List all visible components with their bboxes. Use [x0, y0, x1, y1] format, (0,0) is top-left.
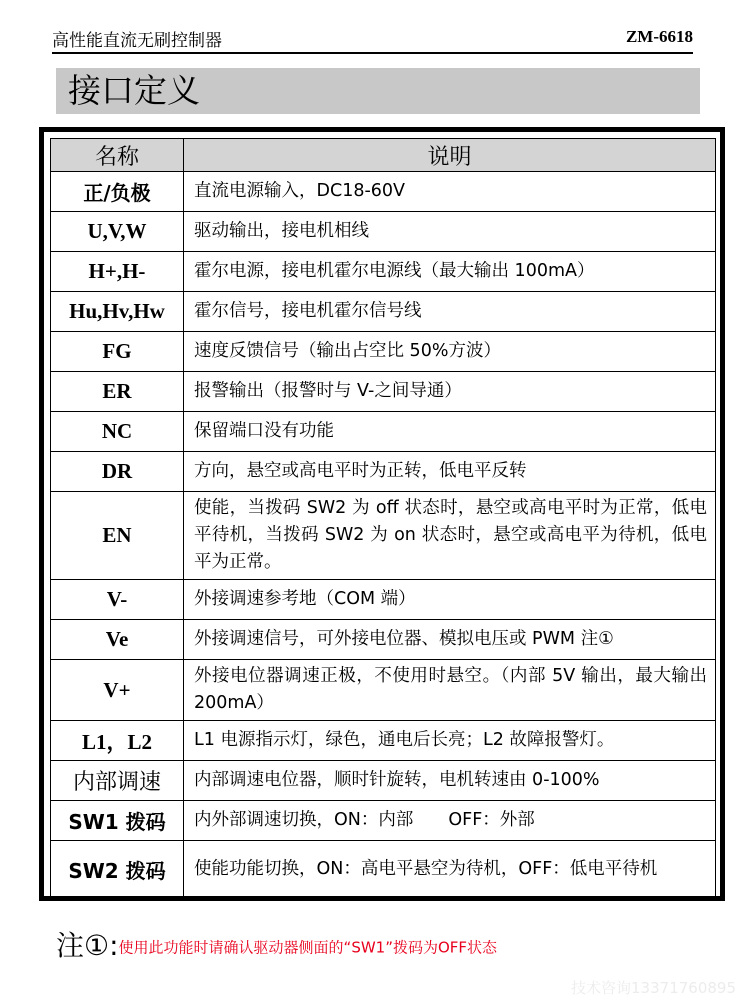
row-name: 内部调速	[51, 761, 184, 801]
interface-table-frame	[39, 127, 725, 901]
column-header-name: 名称	[51, 139, 184, 172]
table-row	[51, 372, 716, 412]
row-desc: L1 电源指示灯，绿色，通电后长亮；L2 故障报警灯。	[184, 721, 716, 761]
table-row	[51, 212, 716, 252]
row-name: SW1 拨码	[51, 801, 184, 841]
row-desc: 外接电位器调速正极，不使用时悬空。（内部 5V 输出，最大输出 200mA）	[184, 660, 716, 721]
column-header-desc: 说明	[184, 139, 716, 172]
footnote-label: 注①:	[56, 929, 119, 962]
table-row	[51, 292, 716, 332]
row-desc: 方向，悬空或高电平时为正转，低电平反转	[184, 452, 716, 492]
row-desc: 直流电源输入，DC18-60V	[184, 172, 716, 212]
row-name: V-	[51, 580, 184, 620]
row-name: L1，L2	[51, 721, 184, 761]
table-row	[51, 660, 716, 721]
table-row	[51, 332, 716, 372]
footnote-text: 使用此功能时请确认驱动器侧面的“SW1”拨码为OFF状态	[118, 938, 498, 957]
row-desc: 保留端口没有功能	[184, 412, 716, 452]
row-name: ER	[51, 372, 184, 412]
row-desc: 外接调速信号，可外接电位器、模拟电压或 PWM 注①	[184, 620, 716, 660]
row-name: Ve	[51, 620, 184, 660]
table-row	[51, 172, 716, 212]
row-name: Hu,Hv,Hw	[51, 292, 184, 332]
table-row	[51, 252, 716, 292]
row-desc: 霍尔电源，接电机霍尔电源线（最大输出 100mA）	[184, 252, 716, 292]
watermark: 技术咨询13371760895	[571, 979, 736, 997]
table-row	[51, 841, 716, 899]
row-name: U,V,W	[51, 212, 184, 252]
row-desc: 使能，当拨码 SW2 为 off 状态时，悬空或高电平时为正常，低电平待机，当拨码 SW2 为 on 状态时，悬空或高电平为待机，低电平为正常。	[184, 492, 716, 580]
table-row	[51, 801, 716, 841]
table-row	[51, 620, 716, 660]
table-header-row	[51, 139, 716, 172]
document-title: 高性能直流无刷控制器	[52, 31, 222, 51]
row-desc: 使能功能切换，ON：高电平悬空为待机，OFF：低电平待机	[184, 841, 716, 899]
header-divider	[52, 52, 693, 54]
table-row	[51, 580, 716, 620]
row-desc: 霍尔信号，接电机霍尔信号线	[184, 292, 716, 332]
footnote	[56, 924, 497, 964]
model-number: ZM-6618	[625, 27, 693, 46]
row-desc: 驱动输出，接电机相线	[184, 212, 716, 252]
row-name: 正/负极	[51, 172, 184, 212]
row-desc: 报警输出（报警时与 V-之间导通）	[184, 372, 716, 412]
table-row	[51, 452, 716, 492]
row-name: SW2 拨码	[51, 841, 184, 899]
row-name: DR	[51, 452, 184, 492]
row-name: FG	[51, 332, 184, 372]
table-row	[51, 492, 716, 580]
row-name: NC	[51, 412, 184, 452]
row-desc: 内外部调速切换，ON：内部 OFF：外部	[184, 801, 716, 841]
table-row	[51, 761, 716, 801]
row-name: EN	[51, 492, 184, 580]
row-desc: 外接调速参考地（COM 端）	[184, 580, 716, 620]
table-row	[51, 721, 716, 761]
row-desc: 速度反馈信号（输出占空比 50%方波）	[184, 332, 716, 372]
table-row	[51, 412, 716, 452]
interface-table	[50, 138, 716, 899]
section-title: 接口定义	[56, 68, 700, 114]
row-name: H+,H-	[51, 252, 184, 292]
row-desc: 内部调速电位器，顺时针旋转，电机转速由 0-100%	[184, 761, 716, 801]
row-name: V+	[51, 660, 184, 721]
